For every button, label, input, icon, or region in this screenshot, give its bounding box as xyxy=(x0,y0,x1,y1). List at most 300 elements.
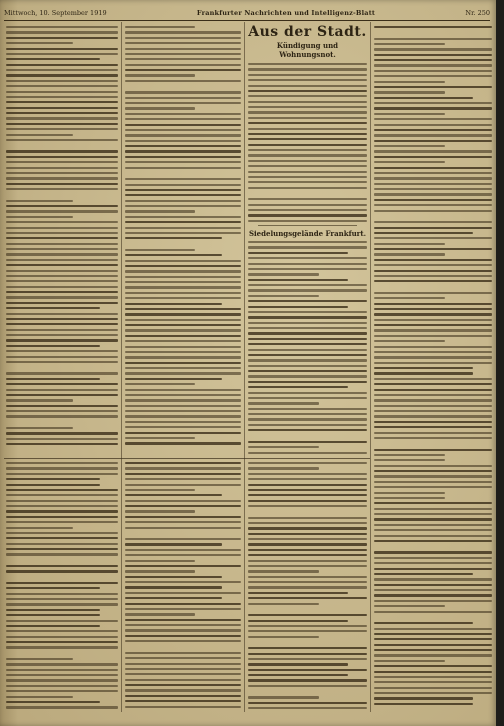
print-line xyxy=(6,123,118,125)
print-line xyxy=(248,268,367,270)
print-line xyxy=(374,329,492,331)
print-line xyxy=(6,378,100,380)
print-line xyxy=(374,454,445,456)
print-line xyxy=(374,253,445,255)
print-line xyxy=(248,246,367,248)
print-line xyxy=(6,221,118,223)
print-line xyxy=(6,188,118,190)
column-3 xyxy=(248,24,367,456)
print-line xyxy=(248,517,367,519)
print-line xyxy=(125,303,222,305)
print-line xyxy=(125,31,241,33)
print-line xyxy=(6,609,100,611)
print-line xyxy=(6,26,118,28)
print-line xyxy=(6,565,118,567)
print-line xyxy=(248,620,348,622)
print-line xyxy=(6,443,118,445)
print-line xyxy=(125,576,222,578)
print-line xyxy=(125,324,241,326)
print-line xyxy=(125,510,195,512)
print-line xyxy=(125,494,222,496)
column-1-text xyxy=(6,26,118,445)
print-line xyxy=(125,389,241,391)
print-line xyxy=(374,518,492,520)
print-line xyxy=(125,489,195,491)
print-line xyxy=(6,559,118,562)
print-line xyxy=(248,538,367,540)
print-line xyxy=(6,117,118,119)
print-line xyxy=(374,671,492,673)
print-line xyxy=(6,658,73,660)
print-line xyxy=(6,156,118,158)
print-line xyxy=(125,516,241,518)
print-line xyxy=(125,340,241,342)
print-line xyxy=(6,291,118,293)
print-line xyxy=(248,669,367,671)
print-line xyxy=(374,167,492,169)
print-line xyxy=(125,85,241,88)
print-line xyxy=(6,690,118,692)
print-line xyxy=(248,527,367,529)
print-line xyxy=(6,74,118,76)
column-1 xyxy=(6,26,118,454)
print-line xyxy=(248,160,367,162)
print-line xyxy=(6,372,118,374)
print-line xyxy=(374,508,492,510)
section-divider xyxy=(4,458,370,459)
print-line xyxy=(248,533,367,535)
print-line xyxy=(6,706,118,708)
print-line xyxy=(374,237,492,239)
print-line xyxy=(248,435,367,438)
print-line xyxy=(6,150,118,152)
column-3-text-b xyxy=(248,241,367,456)
header-issue: Nr. 250 xyxy=(465,9,490,17)
print-line xyxy=(374,210,492,212)
print-line xyxy=(125,532,241,535)
column-2-text xyxy=(125,26,241,445)
print-line xyxy=(125,586,222,588)
print-line xyxy=(374,199,492,201)
print-line xyxy=(374,188,492,190)
print-line xyxy=(248,252,348,254)
print-line xyxy=(6,685,118,687)
print-line xyxy=(125,335,241,337)
print-line xyxy=(6,679,118,681)
print-line xyxy=(6,37,118,39)
print-line xyxy=(6,91,118,93)
print-line xyxy=(6,193,118,196)
print-line xyxy=(125,91,241,93)
print-line xyxy=(248,263,367,265)
print-line xyxy=(248,204,367,206)
print-line xyxy=(125,362,241,364)
print-line xyxy=(374,616,492,619)
print-line xyxy=(374,589,492,591)
print-line xyxy=(125,276,241,278)
print-line xyxy=(248,597,367,599)
print-line xyxy=(374,622,473,624)
print-line xyxy=(6,259,118,261)
print-line xyxy=(6,489,118,491)
print-line xyxy=(374,410,492,412)
print-line xyxy=(125,538,241,540)
print-line xyxy=(125,97,241,99)
print-line xyxy=(125,124,241,126)
print-line xyxy=(125,205,241,207)
print-line xyxy=(248,462,367,464)
print-line xyxy=(248,63,367,65)
print-line xyxy=(125,356,241,358)
print-line xyxy=(125,484,241,486)
print-line xyxy=(6,548,118,550)
print-line xyxy=(374,75,492,77)
print-line xyxy=(125,629,241,631)
print-line xyxy=(374,64,492,66)
print-line xyxy=(248,429,367,431)
print-line xyxy=(125,281,241,283)
print-line xyxy=(248,300,367,302)
print-line xyxy=(125,613,195,615)
print-line xyxy=(374,692,492,694)
print-line xyxy=(125,140,241,142)
print-line xyxy=(125,640,241,642)
print-line xyxy=(125,372,241,374)
print-line xyxy=(6,462,118,464)
print-line xyxy=(374,183,492,185)
print-line xyxy=(248,522,367,524)
print-line xyxy=(248,473,367,475)
print-line xyxy=(125,467,241,469)
print-line xyxy=(125,689,241,691)
print-line xyxy=(125,178,241,180)
print-line xyxy=(248,418,367,420)
print-line xyxy=(125,37,241,39)
print-line xyxy=(6,69,118,71)
print-line xyxy=(374,497,445,499)
print-line xyxy=(6,494,118,496)
print-line xyxy=(6,323,118,325)
print-line xyxy=(125,26,195,28)
print-line xyxy=(248,220,367,222)
print-line xyxy=(6,570,118,572)
print-line xyxy=(374,649,492,651)
print-line xyxy=(248,316,367,318)
print-line xyxy=(125,102,241,104)
print-line xyxy=(6,42,73,44)
print-line xyxy=(248,192,367,195)
print-line xyxy=(6,286,118,288)
print-line xyxy=(125,167,241,169)
print-line xyxy=(6,467,118,469)
print-line xyxy=(248,79,367,81)
print-line xyxy=(374,227,492,229)
print-line xyxy=(6,478,100,480)
print-line xyxy=(374,270,492,272)
print-line xyxy=(125,313,241,315)
print-line xyxy=(248,85,367,87)
print-line xyxy=(6,438,118,440)
print-line xyxy=(6,232,118,234)
print-line xyxy=(374,687,492,689)
print-line xyxy=(125,415,241,417)
print-line xyxy=(248,90,367,92)
print-line xyxy=(374,150,492,152)
print-line xyxy=(6,345,100,347)
print-line xyxy=(248,413,367,415)
print-line xyxy=(374,145,445,147)
print-line xyxy=(125,684,241,686)
print-line xyxy=(125,53,241,55)
print-line xyxy=(6,329,118,331)
print-line xyxy=(125,603,241,605)
print-line xyxy=(6,139,118,141)
print-line xyxy=(374,573,473,575)
print-line xyxy=(374,562,492,564)
print-line xyxy=(248,198,367,200)
print-line xyxy=(374,529,492,531)
print-line xyxy=(6,576,118,579)
print-line xyxy=(6,361,118,363)
print-line xyxy=(374,243,445,245)
print-line xyxy=(6,598,118,600)
print-line xyxy=(6,101,118,103)
print-line xyxy=(248,295,319,297)
print-line xyxy=(6,48,118,50)
print-line xyxy=(248,586,367,588)
print-line xyxy=(6,183,118,185)
header-masthead: Frankfurter Nachrichten und Intelligenz-Blatt xyxy=(196,9,376,17)
column-3-lower-text xyxy=(248,462,367,709)
print-line xyxy=(6,625,100,627)
print-line xyxy=(6,96,118,98)
print-line xyxy=(248,392,367,394)
print-line xyxy=(248,332,367,334)
print-line xyxy=(248,603,319,605)
print-line xyxy=(374,638,492,640)
print-line xyxy=(6,415,118,417)
print-line xyxy=(125,570,195,572)
print-line xyxy=(6,31,118,33)
print-line xyxy=(248,106,367,108)
print-line xyxy=(248,128,367,130)
print-line xyxy=(248,241,367,243)
print-line xyxy=(248,386,348,388)
print-line xyxy=(6,253,118,255)
section-subtitle: Kündigung und Wohnungsnot. xyxy=(276,41,339,59)
print-line xyxy=(6,663,118,665)
print-line xyxy=(125,145,241,147)
print-line xyxy=(374,475,492,477)
print-line xyxy=(6,205,118,207)
print-line xyxy=(374,378,492,380)
print-line xyxy=(6,307,100,309)
print-line xyxy=(125,237,222,239)
print-line xyxy=(374,124,492,126)
print-line xyxy=(248,165,367,167)
print-line xyxy=(6,521,118,523)
print-line xyxy=(374,665,492,667)
print-line xyxy=(248,111,367,113)
print-line xyxy=(248,343,367,345)
column-2-lower-text xyxy=(125,462,241,708)
print-line xyxy=(125,42,241,44)
print-line xyxy=(374,324,492,326)
print-line xyxy=(6,134,73,136)
print-line xyxy=(6,505,118,507)
print-line xyxy=(125,319,241,321)
print-line xyxy=(6,318,118,320)
print-line xyxy=(374,513,492,515)
print-line xyxy=(125,134,241,136)
print-line xyxy=(374,372,473,374)
print-line xyxy=(374,399,492,401)
print-line xyxy=(374,697,473,699)
print-line xyxy=(6,484,100,486)
print-line xyxy=(125,107,195,109)
print-line xyxy=(125,270,241,272)
print-line xyxy=(248,608,367,611)
print-line xyxy=(6,144,118,147)
print-line xyxy=(374,335,492,337)
print-line xyxy=(374,118,492,120)
print-line xyxy=(6,537,118,539)
print-line xyxy=(6,107,118,109)
print-line xyxy=(248,338,367,340)
print-line xyxy=(248,365,367,367)
print-line xyxy=(6,58,100,60)
print-line xyxy=(248,576,367,578)
print-line xyxy=(374,578,492,580)
print-line xyxy=(125,646,241,649)
print-line xyxy=(125,554,241,556)
print-line xyxy=(6,237,118,239)
print-line xyxy=(248,133,367,135)
print-line xyxy=(374,405,492,407)
print-line xyxy=(6,302,118,304)
print-line xyxy=(248,690,367,693)
print-line xyxy=(374,248,492,250)
print-line xyxy=(6,582,118,584)
print-line xyxy=(125,462,241,464)
print-line xyxy=(125,260,241,262)
print-line xyxy=(6,248,118,250)
print-line xyxy=(374,481,492,483)
print-line xyxy=(248,273,319,275)
column-1-lower-text xyxy=(6,462,118,709)
print-line xyxy=(125,150,241,152)
print-line xyxy=(374,545,492,548)
column-rule xyxy=(244,22,245,712)
print-line xyxy=(6,473,118,475)
print-line xyxy=(248,707,367,709)
print-line xyxy=(248,636,319,638)
print-line xyxy=(374,362,492,364)
print-line xyxy=(374,161,445,163)
header-date: Mittwoch, 10. September 1919 xyxy=(4,9,107,17)
print-line xyxy=(374,356,492,358)
print-line xyxy=(248,359,367,361)
print-line xyxy=(374,703,473,705)
print-line xyxy=(6,334,118,336)
print-line xyxy=(6,280,118,282)
print-line xyxy=(374,70,492,72)
print-line xyxy=(248,549,367,551)
scan-edge xyxy=(496,0,504,726)
print-line xyxy=(248,658,367,660)
print-line xyxy=(248,154,367,156)
print-line xyxy=(374,449,492,451)
print-line xyxy=(125,473,241,475)
print-line xyxy=(374,264,492,266)
print-line xyxy=(374,470,492,472)
print-line xyxy=(374,681,492,683)
article2-title: Siedelungsgelände Frankfurt. xyxy=(248,229,367,239)
print-line xyxy=(6,405,118,407)
print-line xyxy=(125,378,222,380)
print-line xyxy=(125,679,241,681)
print-line xyxy=(125,410,241,412)
print-line xyxy=(374,415,492,417)
print-line xyxy=(6,532,118,534)
print-line xyxy=(248,685,367,687)
print-line xyxy=(125,399,241,401)
print-line xyxy=(125,608,241,610)
print-line xyxy=(125,292,241,294)
print-line xyxy=(6,172,118,174)
print-line xyxy=(6,394,118,396)
print-line xyxy=(6,389,118,391)
print-line xyxy=(374,442,492,445)
print-line xyxy=(6,527,73,529)
print-line xyxy=(248,592,348,594)
print-line xyxy=(248,279,348,281)
print-line xyxy=(6,383,118,385)
print-line xyxy=(374,383,492,385)
print-line xyxy=(6,313,118,315)
print-line xyxy=(6,227,118,229)
print-line xyxy=(374,91,445,93)
print-line xyxy=(248,101,367,103)
print-line xyxy=(248,489,367,491)
print-line xyxy=(125,478,241,480)
column-4-text xyxy=(374,26,492,705)
print-line xyxy=(374,81,445,83)
print-line xyxy=(374,432,492,434)
print-line xyxy=(6,339,118,341)
print-line xyxy=(374,644,492,646)
print-line xyxy=(6,553,118,555)
print-line xyxy=(248,630,367,632)
print-line xyxy=(6,603,118,605)
print-line xyxy=(248,408,367,410)
print-line xyxy=(125,189,241,191)
print-line xyxy=(125,565,241,567)
print-line xyxy=(125,394,241,396)
print-line xyxy=(125,118,241,120)
print-line xyxy=(374,389,492,391)
print-line xyxy=(248,560,367,562)
print-line xyxy=(248,614,367,616)
print-line xyxy=(248,284,367,286)
print-line xyxy=(125,129,241,131)
print-line xyxy=(6,275,118,277)
print-line xyxy=(248,381,367,383)
print-line xyxy=(374,140,492,142)
print-line xyxy=(125,437,195,439)
print-line xyxy=(248,397,367,399)
print-line xyxy=(125,560,195,562)
